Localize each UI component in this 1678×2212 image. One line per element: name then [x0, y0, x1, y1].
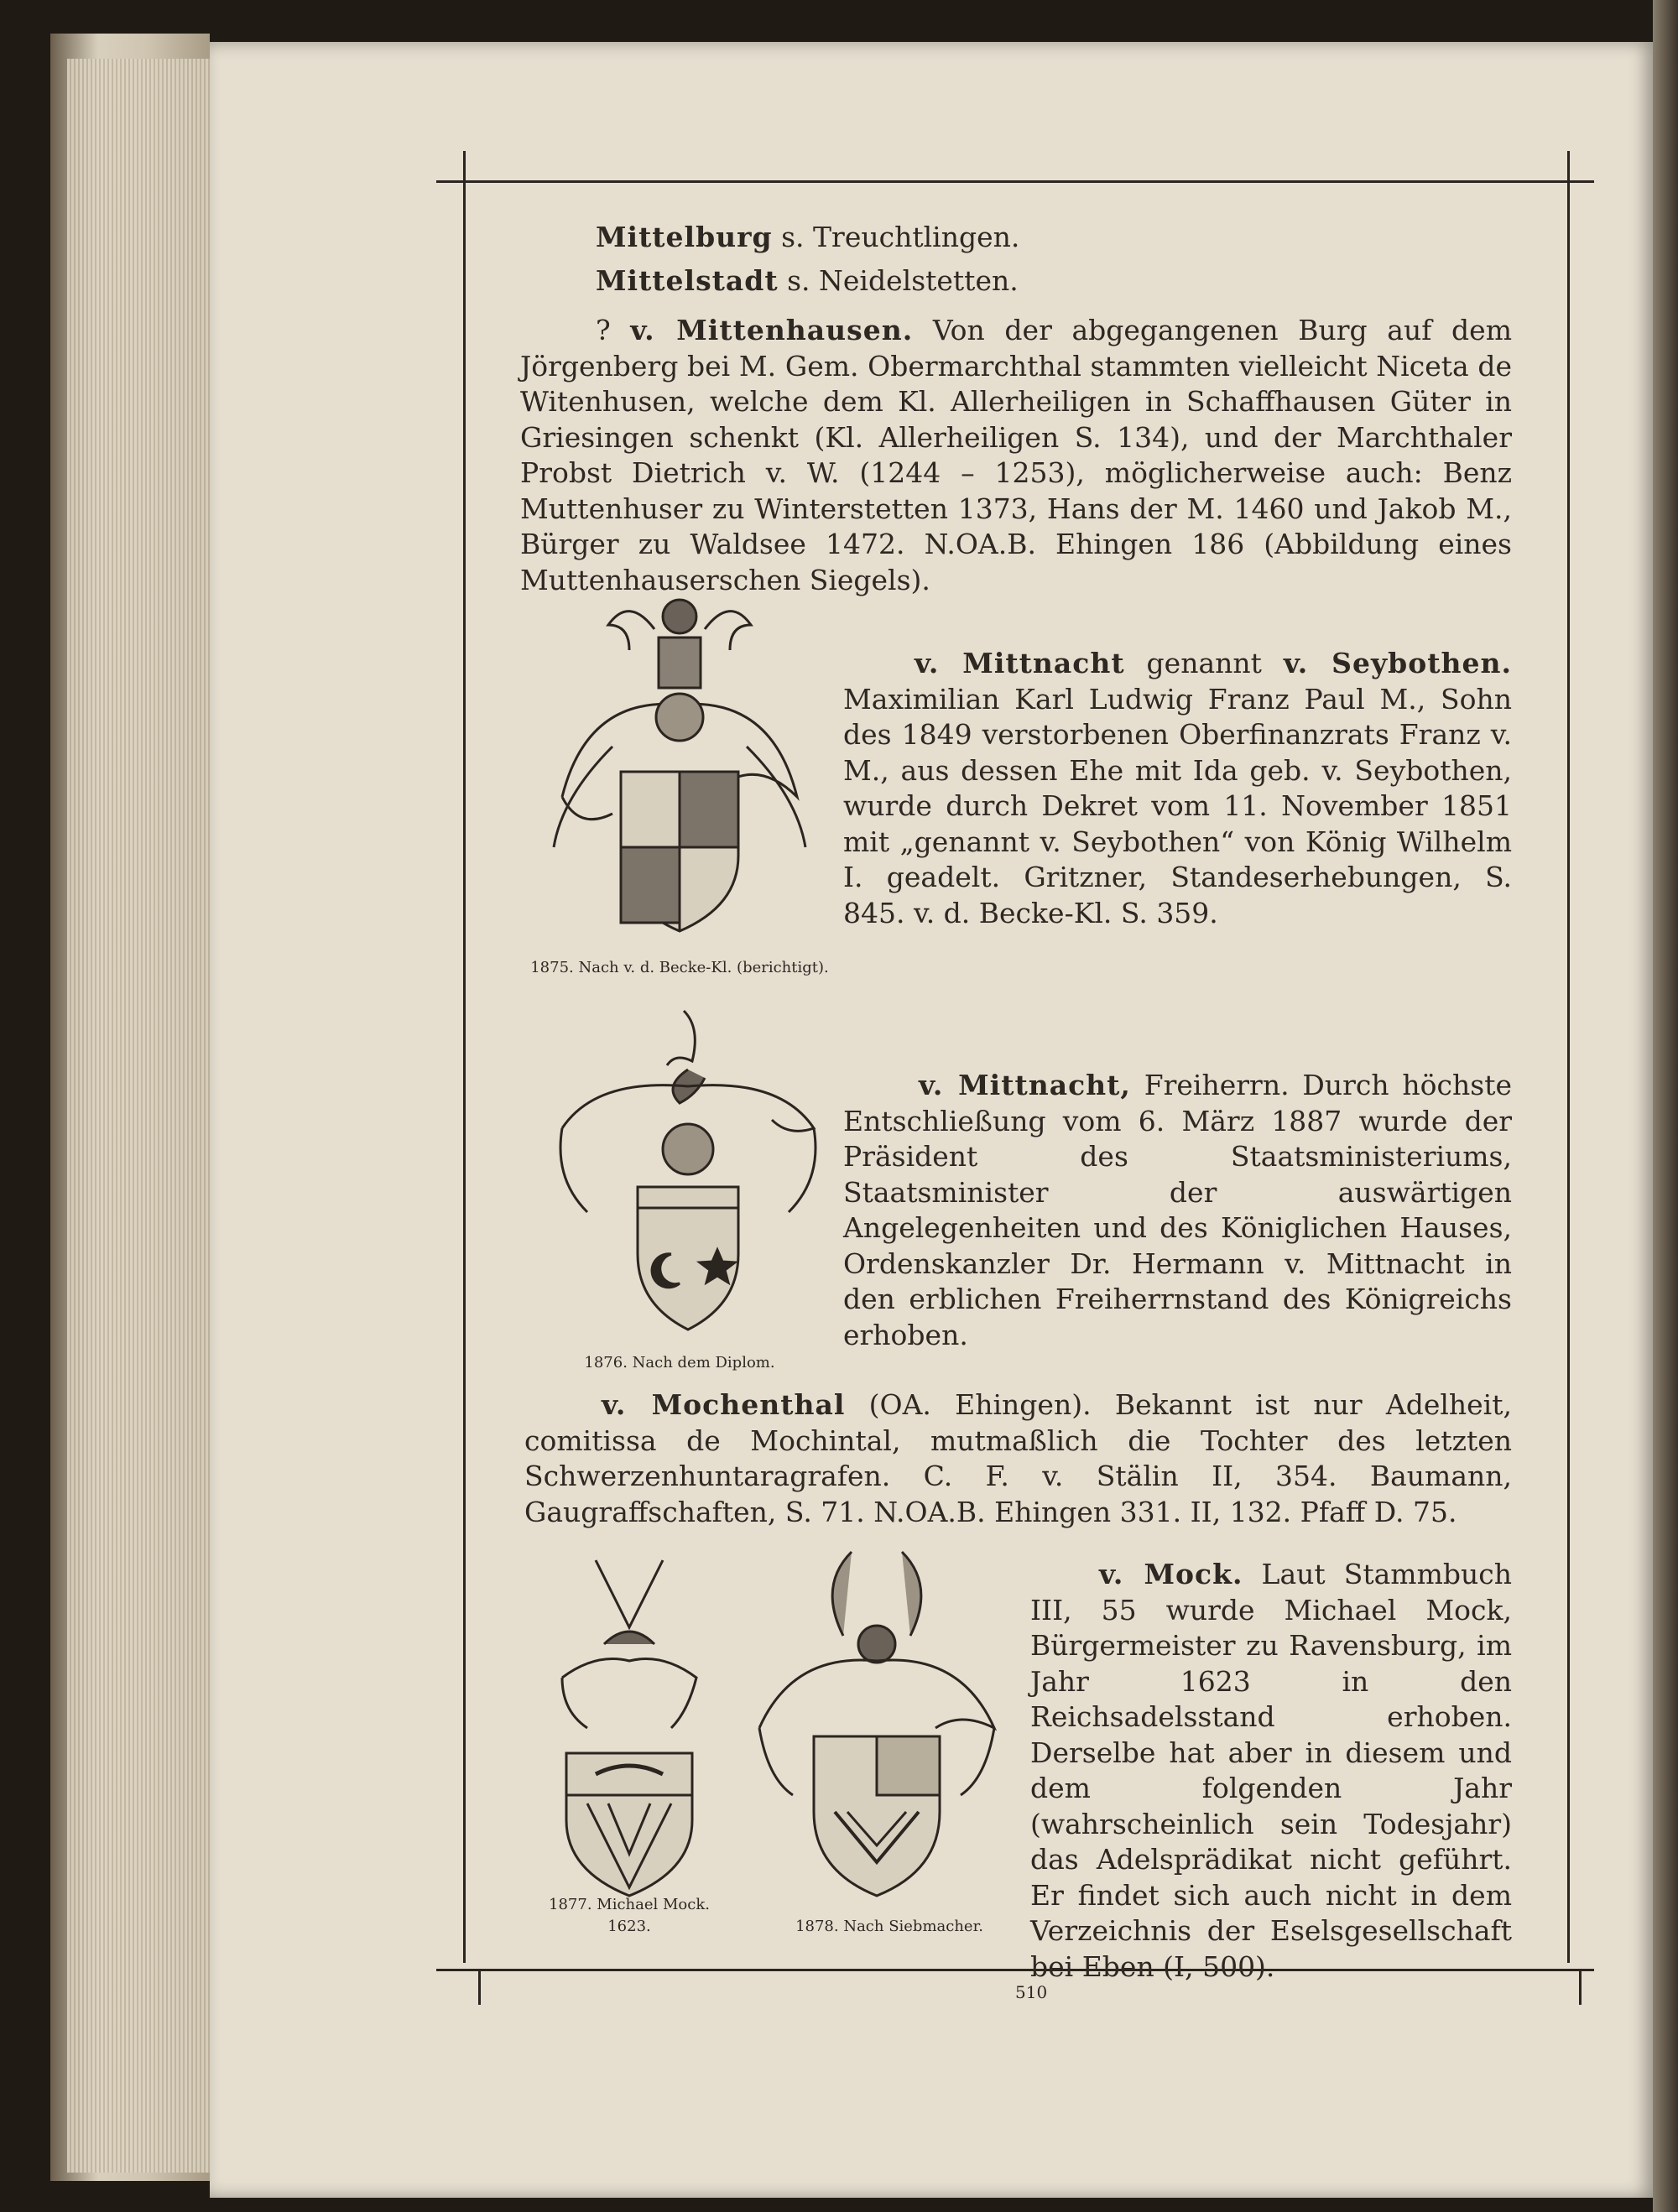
entry-heading: v. Mochenthal	[602, 1388, 846, 1421]
coat-of-arms-1878	[743, 1543, 1011, 1904]
page-stack-edges	[67, 59, 210, 2173]
entry-mochenthal	[524, 1387, 1512, 1530]
caption-1875: 1875. Nach v. d. Becke-Kl. (berichtigt).	[530, 959, 829, 976]
entry-mittnacht-freiherrn	[843, 1068, 1512, 1353]
caption-1877-year: 1623.	[607, 1918, 651, 1935]
frame-right-line	[1567, 151, 1570, 1963]
entry-text: Von der abgegangenen Burg auf dem Jörgenberg bei M. Gem. Obermarchthal stammten vielleicht Niceta de Witenhusen, welche dem Kl. Allerheiligen in Schaffhausen Güter in Griesingen schenkt (Kl. Allerheiligen S. 134), und der Marchthaler Probst Dietrich v. W. (1244 – 1253), möglicherweise auch: Benz Muttenhuser zu Winterstetten 1373, Hans der M. 1460 und Jakob M., Bürger zu Waldsee 1472. N.OA.B. Ehingen 186 (Abbildung eines Muttenhauserschen Siegels).	[520, 314, 1512, 596]
frame-right-tick	[1579, 1971, 1582, 2005]
entry-mittelstadt	[596, 263, 1019, 299]
entry-heading: Mittelstadt	[596, 264, 779, 297]
entry-text: Laut Stammbuch III, 55 wurde Michael Mock, Bürgermeister zu Ravensburg, im Jahr 1623 in den Reichsadelsstand erhoben. Derselbe hat aber in diesem und dem folgenden Jahr (wahrscheinlich sein Todesjahr) das Adelsprädikat nicht geführt. Er findet sich auch nicht in dem Verzeichnis der Eselsgesellschaft bei Eben (I, 500).	[1030, 1558, 1512, 1983]
entry-heading: Mittelburg	[596, 221, 773, 253]
entry-text: Freiherrn. Durch höchste Entschließung vom 6. März 1887 wurde der Präsident des Staatsministeriums, Staatsminister der auswärtigen Angelegenheiten und des Königlichen Hauses, Ordenskanzler Dr. Hermann v. Mittnacht in den erblichen Freiherrnstand des Königreichs erhoben.	[843, 1069, 1512, 1351]
frame-left-line	[463, 151, 466, 1963]
book-cover-edge	[1653, 0, 1678, 2212]
frame-top-line	[436, 180, 1594, 183]
entry-heading: v. Mittenhausen.	[630, 314, 914, 346]
frame-left-tick	[478, 1971, 481, 2005]
coat-of-arms-1876	[537, 1002, 839, 1338]
caption-1877-name: 1877. Michael Mock.	[549, 1896, 710, 1913]
entry-mittenhausen	[520, 313, 1512, 598]
entry-text: Maximilian Karl Ludwig Franz Paul M., Sohn des 1849 verstorbenen Oberfinanzrats Franz v. M., aus dessen Ehe mit Ida geb. v. Seybothen, wurde durch Dekret vom 11. November 1851 mit „genannt v. Seybothen“ von König Wilhelm I. geadelt. Gritzner, Standeserhebungen, S. 845. v. d. Becke-Kl. S. 359.	[843, 682, 1512, 929]
entry-heading-secondary: v. Seybothen.	[1283, 647, 1512, 679]
entry-mock	[1030, 1557, 1512, 1985]
caption-1878: 1878. Nach Siebmacher.	[795, 1918, 983, 1935]
entry-genannt: genannt	[1146, 647, 1262, 679]
entry-text: s. Treuchtlingen.	[781, 221, 1020, 253]
caption-1876: 1876. Nach dem Diplom.	[584, 1354, 775, 1371]
page-number: 510	[1015, 1982, 1048, 2002]
entry-mittnacht-seybothen	[843, 646, 1512, 931]
entry-heading: v. Mock.	[1099, 1558, 1243, 1590]
entry-text: (OA. Ehingen). Bekannt ist nur Adelheit, comitissa de Mochintal, mutmaßlich die Tochter des letzten Schwerzenhuntaragrafen. C. F. v. Stälin II, 354. Baumann, Gaugraffschaften, S. 71. N.OA.B. Ehingen 331. II, 132. Pfaff D. 75.	[524, 1388, 1512, 1528]
entry-mittelburg	[596, 220, 1019, 256]
entry-heading: v. Mittnacht,	[919, 1069, 1131, 1101]
entry-heading: v. Mittnacht	[915, 647, 1125, 679]
coat-of-arms-1875	[529, 579, 831, 939]
coat-of-arms-1877	[537, 1552, 722, 1904]
entry-prefix: ?	[596, 314, 631, 346]
entry-text: s. Neidelstetten.	[787, 264, 1019, 297]
